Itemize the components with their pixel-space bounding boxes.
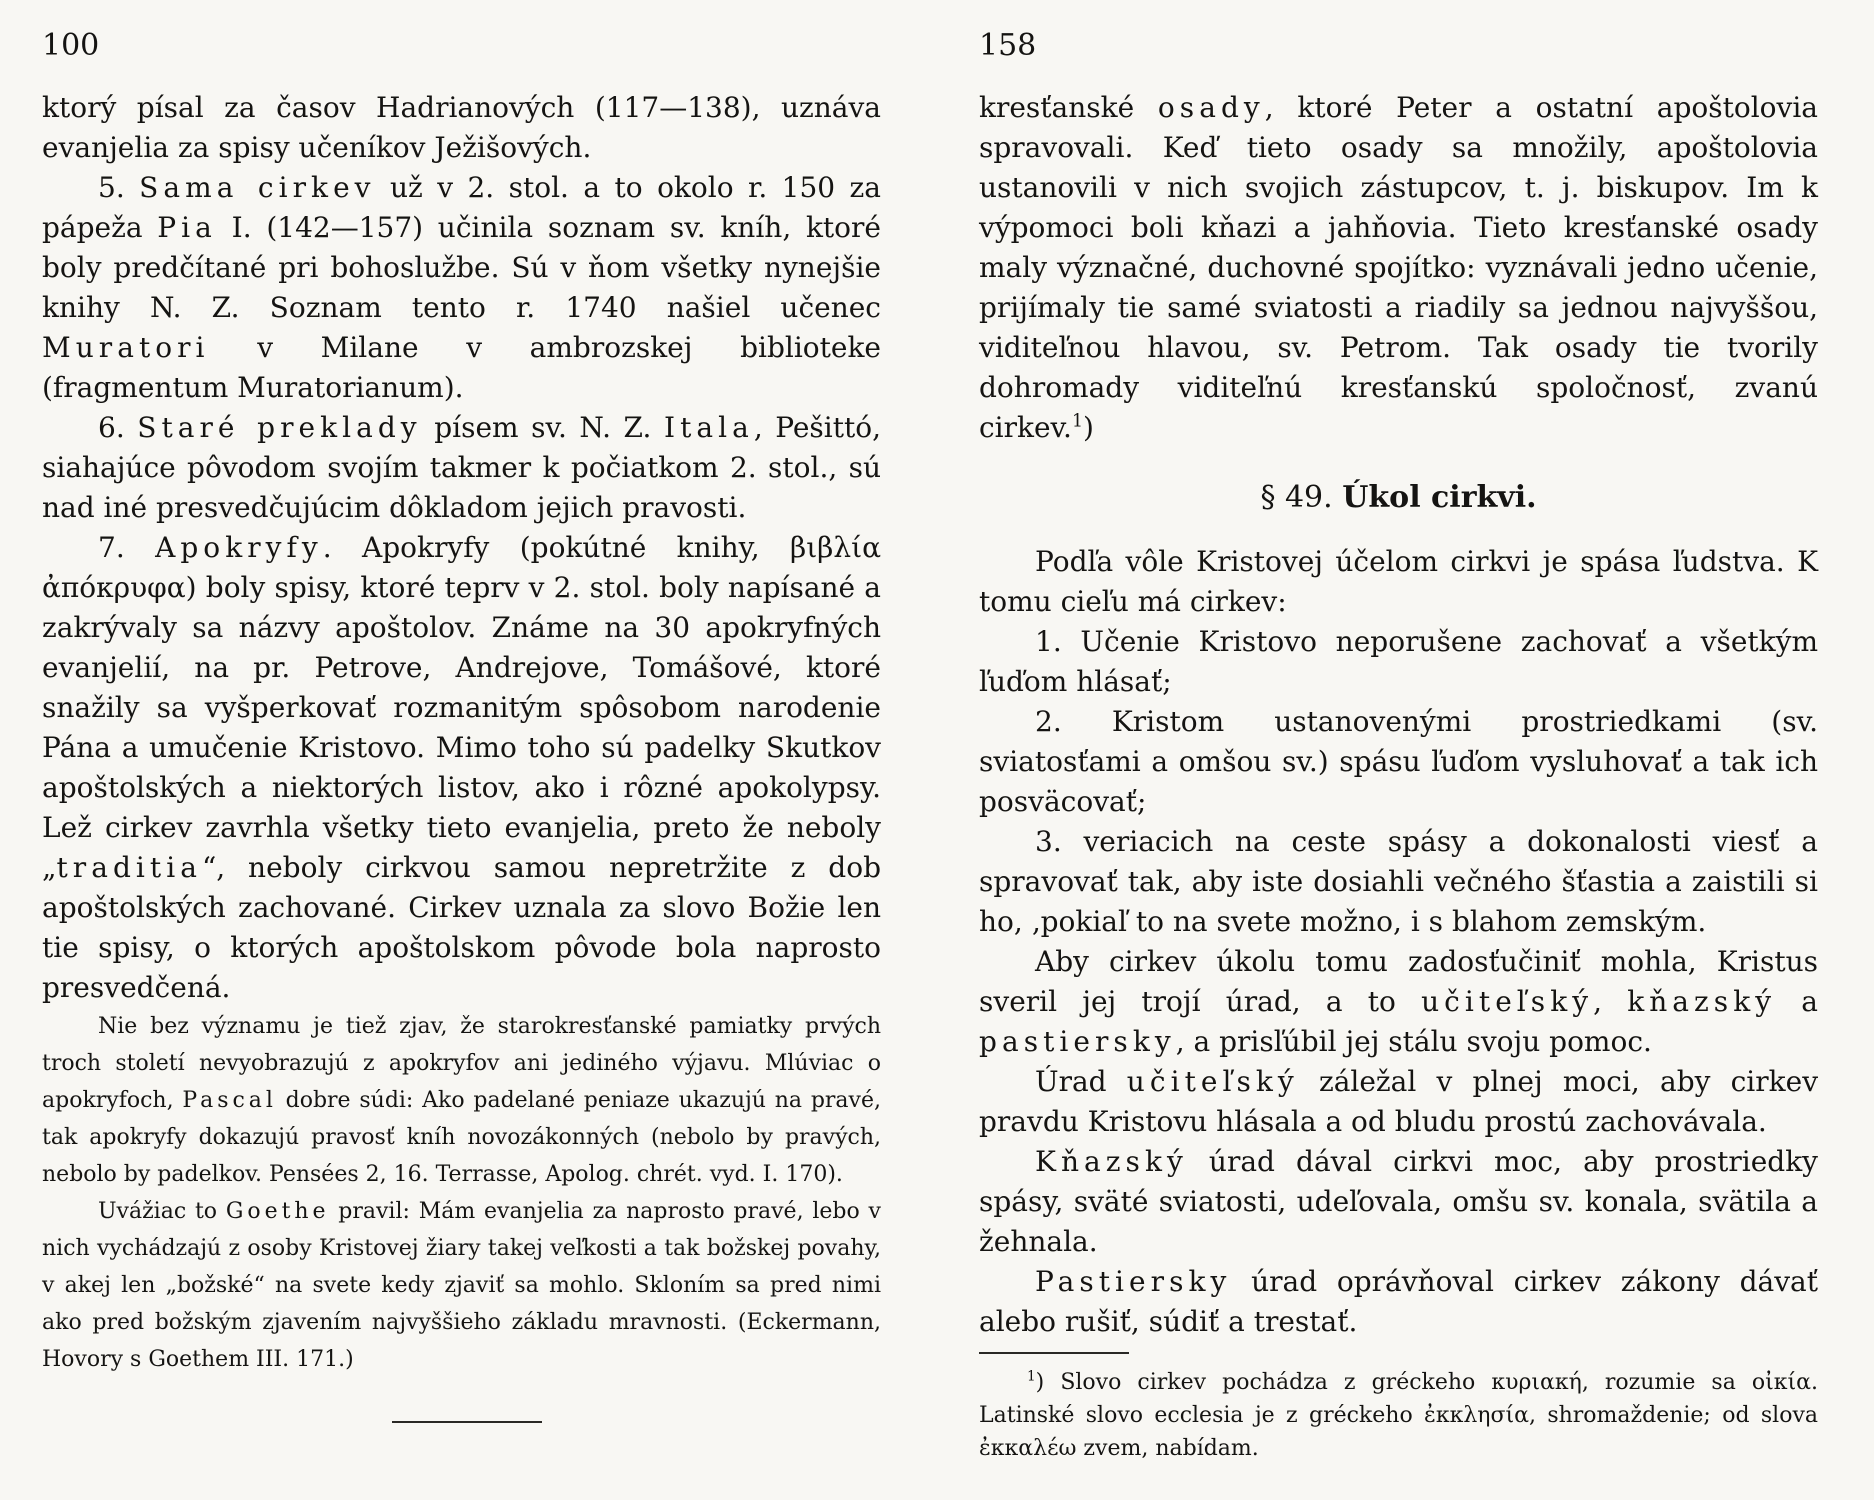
footnote-content	[979, 1366, 1818, 1465]
paragraph	[979, 1062, 1818, 1142]
text-segment: pravil: Mám evanjelia za naprosto pravé, lebo v nich vychádzajú z osoby Kristovej žiary takej veľkosti a tak božskej povahy, v akej len „božské“ na svete kedy zjaviť sa mohlo. Skloním sa pred nimi ako pred božským zjavením najvyššieho základu mravnosti. (Eckermann, Hovory s Goethem III. 171.)	[42, 1199, 881, 1372]
text-segment: 6.	[98, 411, 138, 444]
text-segment: pastiersky	[979, 1025, 1176, 1058]
text-segment: úrad dával cirkvi moc, aby prostriedky spásy, sväté sviatosti, udeľovala, omšu sv. konala, svätila a žehnala.	[979, 1145, 1818, 1258]
text-segment: , a prisľúbil jej stálu svoju pomoc.	[1175, 1025, 1652, 1058]
text-segment: ) Slovo cirkev pochádza z gréckeho κυριακή, rozumie sa οἰκία. Latinské slovo ecclesia je z gréckeho ἐκκλησία, shromaždenie; od slova ἐκκαλέω zvem, nabídam.	[979, 1370, 1818, 1461]
page-left-content	[42, 88, 881, 1378]
text-segment: Pia	[157, 211, 217, 244]
paragraph	[979, 822, 1818, 942]
text-segment: v Milane v ambrozskej biblioteke (fragmentum Muratorianum).	[42, 331, 881, 404]
text-segment: ,	[1593, 985, 1628, 1018]
text-segment: )	[1083, 411, 1094, 444]
text-segment: 7.	[98, 531, 156, 564]
text-segment: Podľa vôle Kristovej účelom cirkvi je spása ľudstva. K tomu cieľu má cirkev:	[979, 545, 1818, 618]
text-segment: ktorý písal za časov Hadrianových (117—138), uznáva evanjelia za spisy učeníkov Ježišových.	[42, 91, 881, 164]
paragraph	[42, 1193, 881, 1378]
paragraph	[979, 542, 1818, 622]
text-segment: dobre súdi: Ako padelané peniaze ukazujú na pravé, tak apokryfy dokazujú pravosť kníh novozákonných (nebolo by pravých, nebolo by padelkov. Pensées 2, 16. Terrasse, Apolog. chrét. vyd. I. 170).	[42, 1088, 881, 1187]
paragraph	[979, 942, 1818, 1062]
text-segment: Staré preklady	[137, 411, 422, 444]
text-segment: už v 2. stol. a to okolo r. 150 za pápeža	[42, 171, 881, 244]
paragraph	[42, 408, 881, 528]
text-segment: “, neboly cirkvou samou nepretržite z dob apoštolských zachované. Cirkev uznala za slovo Božie len tie spisy, o ktorých apoštolskom pôvode bola naprosto presvedčená.	[42, 851, 881, 1004]
paragraph	[979, 702, 1818, 822]
text-segment: písem sv. N. Z.	[421, 411, 664, 444]
paragraph	[42, 168, 881, 408]
text-segment: a	[1776, 985, 1818, 1018]
text-segment: Úrad	[1035, 1065, 1127, 1098]
page-number-left: 100	[42, 28, 100, 63]
footnote-marker: 1	[1027, 1368, 1036, 1385]
paragraph	[42, 1008, 881, 1193]
text-segment: 2. Kristom ustanovenými prostriedkami (sv. sviatosťami a omšou sv.) spásu ľuďom vysluhovať a tak ich posväcovať;	[979, 705, 1818, 818]
text-segment: 3. veriacich na ceste spásy a dokonalosti viesť a spravovať tak, aby iste dosiahli večného šťastia a zaistili si ho, ‚pokiaľ to na svete možno, i s blahom zemským.	[979, 825, 1818, 938]
paragraph	[979, 1262, 1818, 1342]
text-segment: Pascal	[182, 1088, 277, 1113]
text-segment: , Pešittó, siahajúce pôvodom svojím takmer k počiatkom 2. stol., sú nad iné presvedčujúcim dôkladom jejich pravosti.	[42, 411, 882, 524]
text-segment: 1. Učenie Kristovo neporušene zachovať a všetkým ľuďom hlásať;	[979, 625, 1818, 698]
page-right	[937, 0, 1874, 1500]
text-segment: kresťanské	[979, 91, 1158, 124]
paragraph	[979, 1366, 1818, 1465]
text-segment: , ktoré Peter a ostatní apoštolovia spravovali. Keď tieto osady sa množily, apoštolovia ustanovili v nich svojich zástupcov, t. j. biskupov. Im k výpomoci boli kňazi a jahňovia. Tieto kresťanské osady maly význačné, duchovné spojítko: vyznávali jedno učenie, prijímaly tie samé sviatosti a riadily sa jednou najvyššou, viditeľnou hlavou, sv. Petrom. Tak osady tie tvorily dohromady viditeľnú kresťanskú spoločnosť, zvanú cirkev.	[979, 91, 1819, 444]
text-segment: kňazský	[1627, 985, 1777, 1018]
text-segment: § 49.	[1260, 480, 1343, 515]
text-segment: traditia	[56, 851, 202, 884]
paragraph	[42, 88, 881, 168]
text-segment: Pastiersky	[1035, 1265, 1232, 1298]
page-number-right: 158	[979, 28, 1037, 63]
text-segment: osady	[1157, 91, 1265, 124]
page-right-content	[979, 88, 1818, 1342]
text-segment: Muratori	[42, 331, 210, 364]
text-segment: Úkol cirkvi.	[1342, 480, 1537, 515]
paragraph	[979, 88, 1818, 448]
text-segment: úrad oprávňoval cirkev zákony dávať alebo rušiť, súdiť a trestať.	[979, 1265, 1818, 1338]
text-segment: Sama cirkev	[139, 171, 376, 204]
paragraph	[42, 528, 881, 1008]
footnote-marker: 1	[1071, 411, 1084, 432]
text-segment: učiteľský	[1126, 1065, 1299, 1098]
paragraph	[979, 1142, 1818, 1262]
text-segment: 5.	[98, 171, 140, 204]
footnote-block	[979, 1352, 1818, 1465]
text-segment: . Apokryfy (pokútné knihy, βιβλία ἀπόκρυφα) boly spisy, ktoré teprv v 2. stol. boly napísané a zakrývaly sa názvy apoštolov. Známe na 30 apokryfných evanjelií, na pr. Petrove, Andrejove, Tomášové, ktoré snažily sa vyšperkovať rozmanitým spôsobom narodenie Pána a umučenie Kristovo. Mimo toho sú padelky Skutkov apoštolských a niektorých listov, ako i rôzné apokolypsy. Lež cirkev zavrhla všetky tieto evanjelia, preto že neboly „	[42, 531, 881, 884]
section-end-rule	[392, 1421, 542, 1423]
text-segment: Uvážiac to	[98, 1199, 226, 1224]
text-segment: záležal v plnej moci, aby cirkev pravdu Kristovu hlásala a od bludu prostú zachovávala.	[979, 1065, 1819, 1138]
text-segment: Kňazský	[1035, 1145, 1188, 1178]
text-segment: Itala	[663, 411, 754, 444]
text-segment: Aby cirkev úkolu tomu zadosťučiniť mohla, Kristus sveril jej trojí úrad, a to	[979, 945, 1818, 1018]
footnote-rule	[979, 1352, 1129, 1354]
text-segment: Apokryfy	[155, 531, 323, 564]
text-segment: Nie bez významu je tiež zjav, že starokresťanské pamiatky prvých troch století nevyobrazujú z apokryfov ani jediného výjavu. Mlúviac o apokryfoch,	[42, 1014, 881, 1113]
text-segment: I. (142—157) učinila soznam sv. kníh, ktoré boly predčítané pri bohoslužbe. Sú v ňom všetky nynejšie knihy N. Z. Soznam tento r. 1740 našiel učenec	[42, 211, 881, 324]
paragraph	[979, 622, 1818, 702]
text-segment: Goethe	[225, 1199, 330, 1224]
text-segment: učiteľský	[1421, 985, 1594, 1018]
section-heading	[979, 478, 1818, 518]
